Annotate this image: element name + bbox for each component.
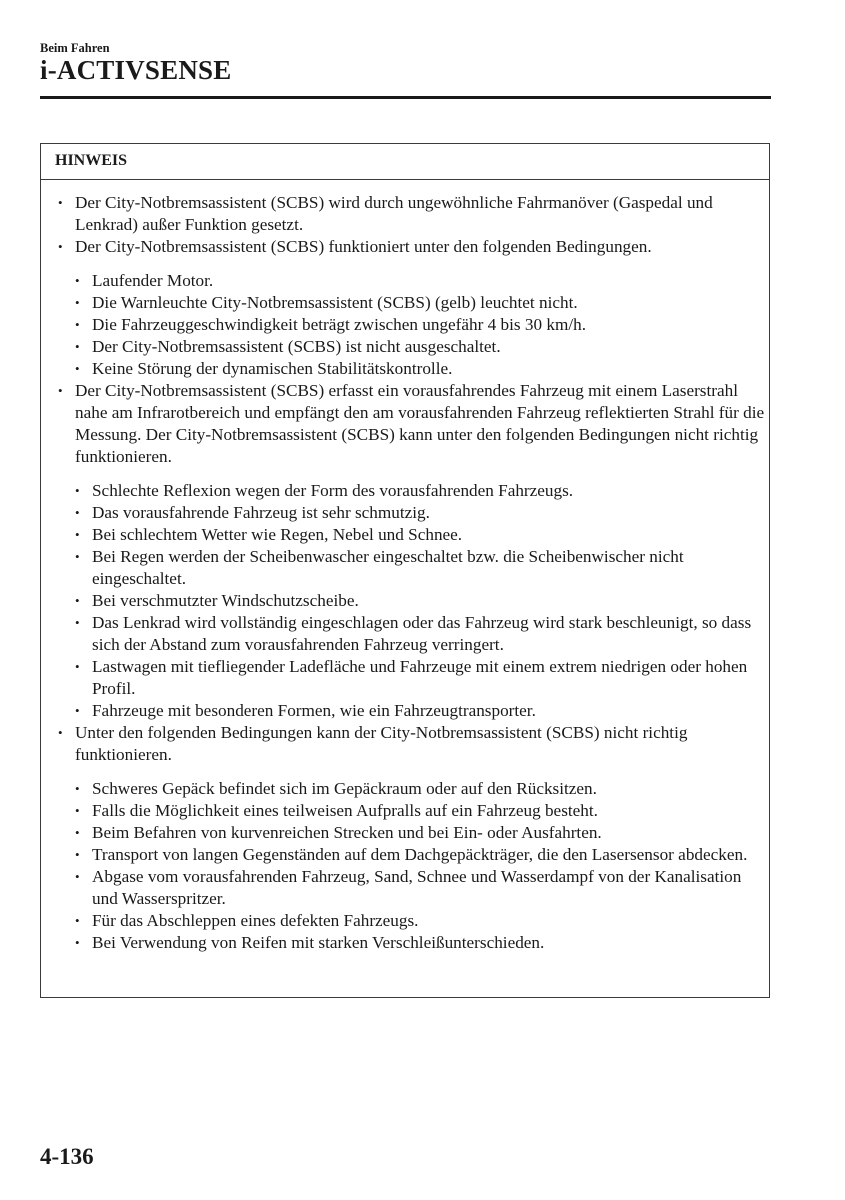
note-subitem: • Lastwagen mit tiefliegender Ladefläche und Fahrzeuge mit einem extrem niedrigen oder hohen Profil. — [41, 656, 769, 700]
note-sublist — [41, 480, 769, 722]
note-subitem: • Keine Störung der dynamischen Stabilitätskontrolle. — [41, 358, 769, 380]
page-number: 4-136 — [40, 1144, 94, 1169]
title-rule — [40, 96, 771, 99]
note-subitem: • Bei Regen werden der Scheibenwascher eingeschaltet bzw. die Scheibenwischer nicht eingeschaltet. — [41, 546, 769, 590]
note-subitem: • Der City-Notbremsassistent (SCBS) ist nicht ausgeschaltet. — [41, 336, 769, 358]
note-box — [40, 143, 770, 998]
note-subitem: • Bei schlechtem Wetter wie Regen, Nebel und Schnee. — [41, 524, 769, 546]
note-subitem: • Abgase vom vorausfahrenden Fahrzeug, Sand, Schnee und Wasserdampf von der Kanalisation und Wasserspritzer. — [41, 866, 769, 910]
note-subitem: • Für das Abschleppen eines defekten Fahrzeugs. — [41, 910, 769, 932]
note-sublist — [41, 270, 769, 380]
note-item: • Unter den folgenden Bedingungen kann der City-Notbremsassistent (SCBS) nicht richtig funktionieren. — [41, 722, 769, 766]
note-subitem: • Bei verschmutzter Windschutzscheibe. — [41, 590, 769, 612]
note-subitem: • Laufender Motor. — [41, 270, 769, 292]
page-title: i-ACTIVSENSE — [40, 55, 232, 85]
note-subitem: • Schlechte Reflexion wegen der Form des vorausfahrenden Fahrzeugs. — [41, 480, 769, 502]
note-subitem: • Die Warnleuchte City-Notbremsassistent (SCBS) (gelb) leuchtet nicht. — [41, 292, 769, 314]
note-subitem: • Bei Verwendung von Reifen mit starken Verschleißunterschieden. — [41, 932, 769, 954]
note-content — [41, 192, 769, 954]
note-sublist — [41, 778, 769, 954]
note-subitem: • Die Fahrzeuggeschwindigkeit beträgt zwischen ungefähr 4 bis 30 km/h. — [41, 314, 769, 336]
note-item: • Der City-Notbremsassistent (SCBS) funktioniert unter den folgenden Bedingungen. — [41, 236, 769, 258]
note-subitem: • Falls die Möglichkeit eines teilweisen Aufpralls auf ein Fahrzeug besteht. — [41, 800, 769, 822]
note-subitem: • Transport von langen Gegenständen auf dem Dachgepäckträger, die den Lasersensor abdecken. — [41, 844, 769, 866]
note-subitem: • Das vorausfahrende Fahrzeug ist sehr schmutzig. — [41, 502, 769, 524]
note-heading: HINWEIS — [41, 144, 769, 180]
section-label: Beim Fahren — [40, 41, 110, 55]
note-item: • Der City-Notbremsassistent (SCBS) wird durch ungewöhnliche Fahrmanöver (Gaspedal und Lenkrad) außer Funktion gesetzt. — [41, 192, 769, 236]
note-subitem: • Das Lenkrad wird vollständig eingeschlagen oder das Fahrzeug wird stark beschleunigt, so dass sich der Abstand zum vorausfahrenden Fahrzeug verringert. — [41, 612, 769, 656]
note-subitem: • Schweres Gepäck befindet sich im Gepäckraum oder auf den Rücksitzen. — [41, 778, 769, 800]
note-subitem: • Fahrzeuge mit besonderen Formen, wie ein Fahrzeugtransporter. — [41, 700, 769, 722]
note-subitem: • Beim Befahren von kurvenreichen Strecken und bei Ein- oder Ausfahrten. — [41, 822, 769, 844]
note-item: • Der City-Notbremsassistent (SCBS) erfasst ein vorausfahrendes Fahrzeug mit einem Laserstrahl nahe am Infrarotbereich und empfängt den am vorausfahrenden Fahrzeug reflektierten Strahl für die Messung. Der City-Notbremsassistent (SCBS) kann unter den folgenden Bedingungen nicht richtig funktionieren. — [41, 380, 769, 468]
